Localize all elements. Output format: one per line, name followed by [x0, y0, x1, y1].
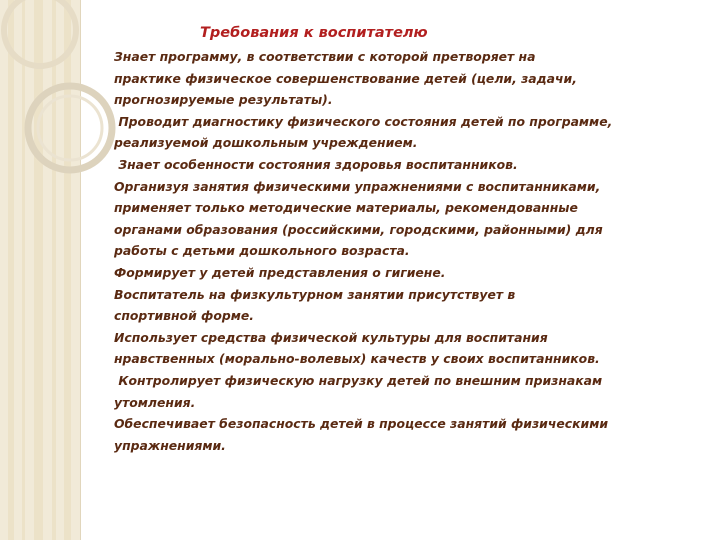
slide-title: Требования к воспитателю	[200, 25, 428, 41]
requirement-line: Обеспечивает безопасность детей в процессе занятий физическими	[114, 416, 609, 432]
requirement-paragraph	[114, 262, 704, 284]
slide-content	[114, 22, 704, 456]
requirement-line: нравственных (морально-волевых) качеств у своих воспитанников.	[114, 351, 600, 367]
requirement-line: реализуемой дошкольным учреждением.	[114, 135, 418, 151]
requirement-line: Воспитатель на физкультурном занятии присутствует в	[114, 286, 516, 302]
requirement-line: Проводит диагностику физического состояния детей по программе,	[114, 113, 613, 129]
requirement-paragraph	[114, 327, 704, 370]
requirement-paragraph	[114, 176, 704, 262]
requirement-line: прогнозируемые результаты).	[114, 92, 333, 108]
requirement-line: Использует средства физической культуры для воспитания	[114, 329, 548, 345]
requirement-line: применяет только методические материалы, рекомендованные	[114, 200, 578, 216]
requirement-line: практике физическое совершенствование детей (цели, задачи,	[114, 70, 577, 86]
requirement-line: Знает особенности состояния здоровья воспитанников.	[114, 156, 518, 172]
requirements-text	[114, 46, 704, 456]
requirement-paragraph	[114, 46, 704, 111]
requirement-line: Формирует у детей представления о гигиене.	[114, 264, 446, 280]
requirement-line: работы с детьми дошкольного возраста.	[114, 243, 410, 259]
requirement-paragraph	[114, 154, 704, 176]
requirement-paragraph	[114, 284, 704, 327]
requirement-line: упражнениями.	[114, 437, 226, 453]
lower-ring-inner	[38, 96, 102, 160]
lower-ring-outer	[28, 86, 112, 170]
upper-ring	[4, 0, 76, 66]
requirement-line: Контролирует физическую нагрузку детей по внешним признакам	[114, 372, 603, 388]
requirement-line: спортивной форме.	[114, 308, 254, 324]
requirement-line: утомления.	[114, 394, 196, 410]
requirement-paragraph	[114, 413, 704, 456]
requirement-line: органами образования (российскими, городскими, районными) для	[114, 221, 603, 237]
requirement-paragraph	[114, 111, 704, 154]
requirement-line: Организуя занятия физическими упражнениями с воспитанниками,	[114, 178, 601, 194]
decorative-rings	[0, 0, 130, 200]
requirement-paragraph	[114, 370, 704, 413]
requirement-line: Знает программу, в соответствии с которой претворяет на	[114, 49, 536, 64]
